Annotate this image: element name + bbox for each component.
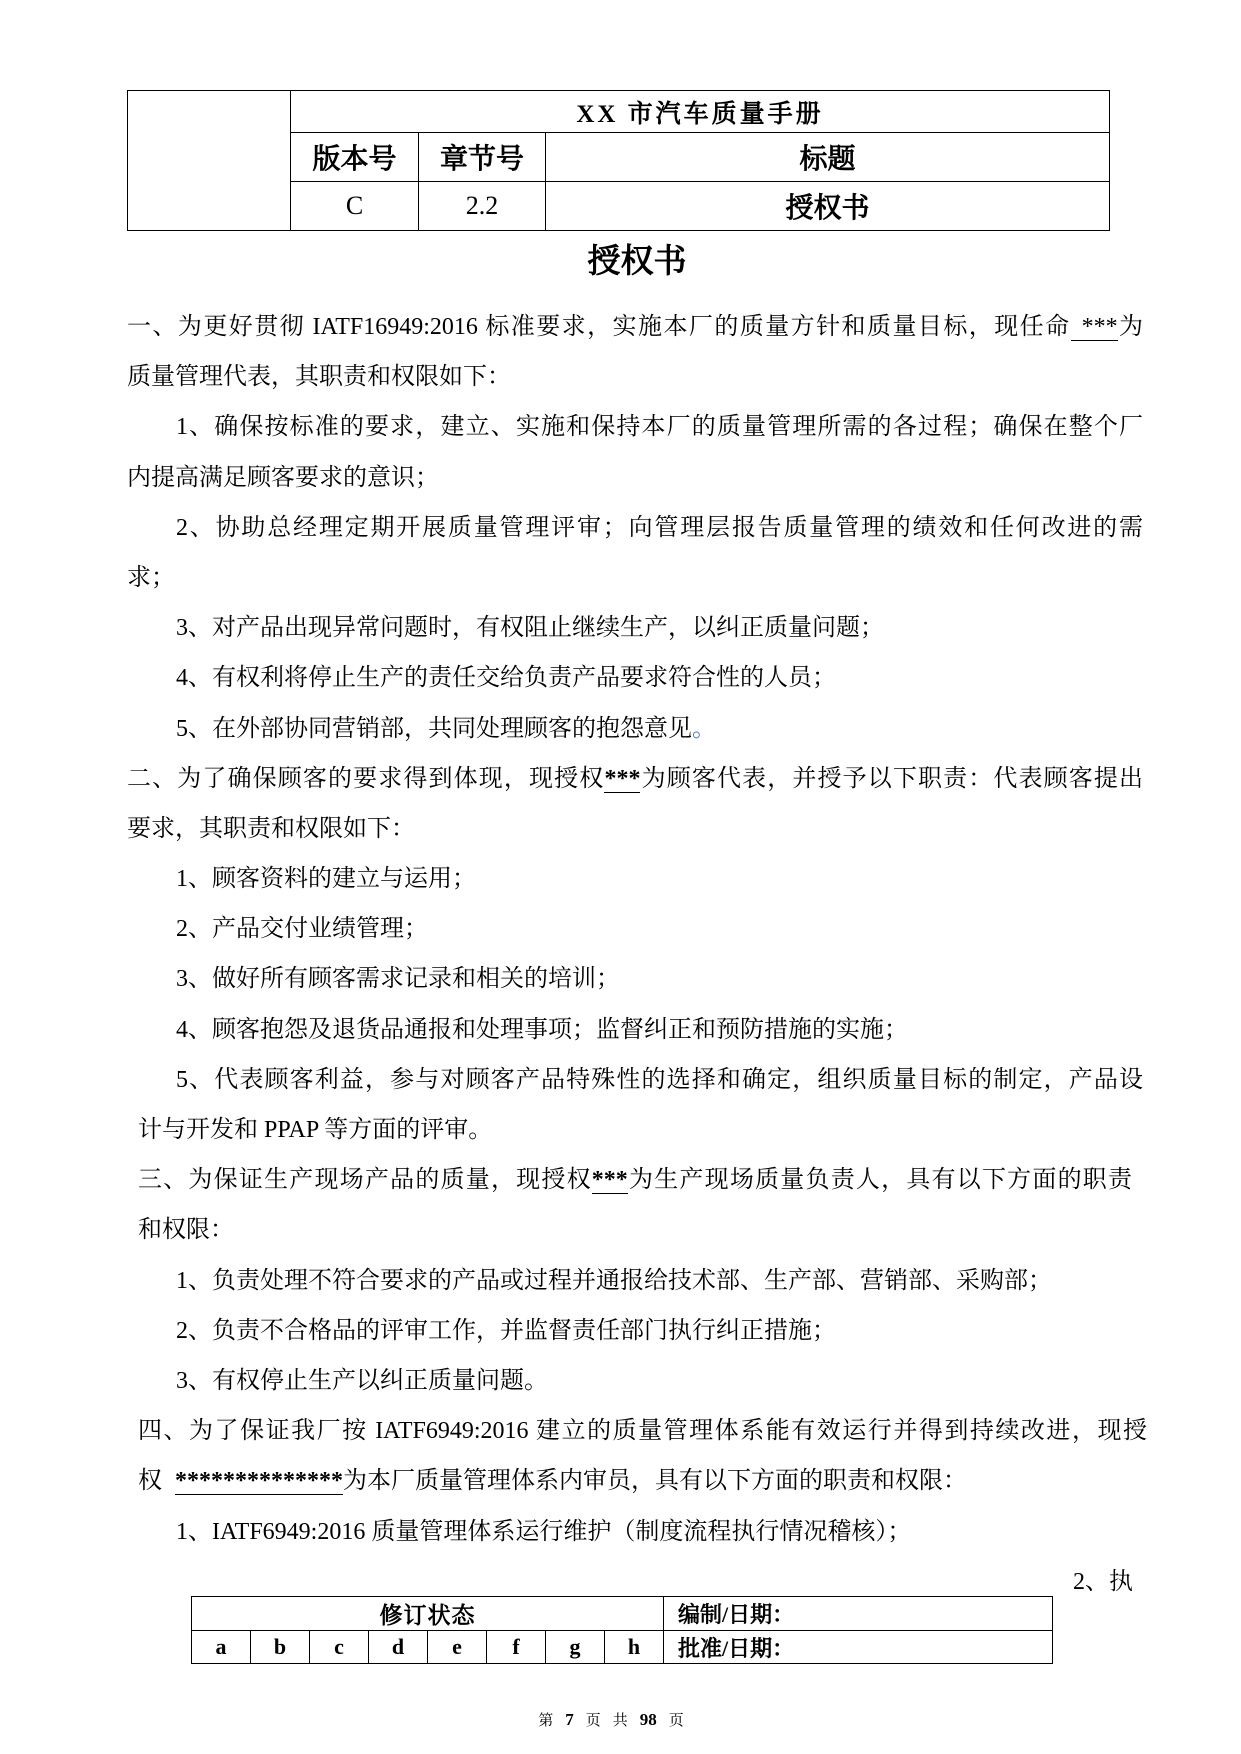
text: 质量管理代表，其职责和权限如下：	[127, 364, 511, 391]
revision-cell: b	[251, 1631, 310, 1664]
list-item	[176, 603, 1143, 653]
list-item	[176, 854, 1143, 904]
text: 为	[1117, 314, 1144, 340]
name-placeholder: ***	[591, 1167, 628, 1194]
list-item	[176, 1356, 1143, 1406]
text: 一、为更好贯彻 IATF16949:2016 标准要求，实施本厂的质量方针和质量目标，现任命	[127, 314, 1071, 340]
name-placeholder: **************	[175, 1468, 343, 1495]
text: 为本厂质量管理体系内审员，具有以下方面的职责和权限：	[343, 1468, 967, 1495]
list-item	[176, 1306, 1143, 1356]
list-item	[176, 1055, 1143, 1105]
list-item	[176, 653, 1143, 703]
text: 1、负责处理不符合要求的产品或过程并通报给技术部、生产部、营销部、采购部；	[176, 1267, 1052, 1294]
page-title: 授权书	[587, 244, 687, 280]
section-2-line	[127, 754, 1143, 804]
chapter-value: 2.2	[419, 182, 546, 231]
revision-table	[191, 1596, 1053, 1664]
footer-label: 页	[585, 1713, 601, 1729]
text: 权	[138, 1468, 162, 1495]
chapter-header: 章节号	[419, 133, 546, 182]
header-table	[127, 90, 1110, 231]
text: 二、为了确保顾客的要求得到体现，现授权	[127, 765, 605, 792]
name-placeholder: ***	[604, 765, 641, 792]
section-4-line	[138, 1406, 1147, 1456]
text: 1、顾客资料的建立与运用；	[176, 866, 476, 893]
list-item	[176, 1256, 1143, 1306]
footer-label: 第	[538, 1713, 554, 1729]
list-item	[176, 704, 1143, 754]
list-item-continuation	[138, 1105, 1147, 1155]
prepared-date-label: 编制/日期：	[664, 1597, 1053, 1631]
text: 2、负责不合格品的评审工作，并监督责任部门执行纠正措施；	[176, 1317, 836, 1344]
footer-label: 页	[668, 1713, 684, 1729]
text: 1、确保按标准的要求，建立、实施和保持本厂的质量管理所需的各过程；确保在整个厂	[176, 414, 1143, 441]
total-pages: 98	[639, 1710, 657, 1729]
version-value: C	[291, 182, 419, 231]
section-2-line	[127, 804, 1143, 854]
text: 3、有权停止生产以纠正质量问题。	[176, 1367, 548, 1394]
section-3-line	[138, 1205, 1147, 1255]
revision-cell: f	[487, 1631, 546, 1664]
text: 5、在外部协同营销部，共同处理顾客的抱怨意见	[176, 715, 692, 742]
list-item	[176, 1005, 1143, 1055]
title-value: 授权书	[546, 182, 1110, 231]
text: 要求，其职责和权限如下：	[127, 815, 415, 842]
text: 3、做好所有顾客需求记录和相关的培训；	[176, 966, 620, 993]
text: 4、有权利将停止生产的责任交给负责产品要求符合性的人员；	[176, 665, 836, 692]
text: 2、协助总经理定期开展质量管理评审；向管理层报告质量管理的绩效和任何改进的需	[176, 514, 1143, 541]
period-mark: 。	[692, 715, 716, 742]
name-placeholder: ***	[1071, 314, 1118, 341]
revision-cell: g	[546, 1631, 605, 1664]
list-item	[176, 954, 1143, 1004]
text: 和权限：	[138, 1217, 234, 1244]
text: 1、IATF6949:2016 质量管理体系运行维护（制度流程执行情况稽核）；	[176, 1518, 912, 1545]
text: 3、对产品出现异常问题时，有权阻止继续生产，以纠正质量问题；	[176, 615, 884, 642]
page-number: 7	[565, 1710, 574, 1729]
list-item	[176, 904, 1143, 954]
text: 求；	[127, 564, 175, 591]
manual-title: XX 市汽车质量手册	[291, 91, 1110, 133]
document-body	[0, 302, 1241, 1607]
text: 计与开发和 PPAP 等方面的评审。	[138, 1117, 493, 1143]
text: 为生产现场质量负责人，具有以下方面的职责	[627, 1167, 1133, 1194]
section-4-line	[138, 1456, 1147, 1506]
list-item	[176, 1507, 1143, 1557]
text: 2、执	[1073, 1568, 1133, 1595]
revision-cell: a	[192, 1631, 251, 1664]
revision-cell: e	[428, 1631, 487, 1664]
version-header: 版本号	[291, 133, 419, 182]
text: 三、为保证生产现场产品的质量，现授权	[138, 1167, 592, 1194]
text: 4、顾客抱怨及退货品通报和处理事项；监督纠正和预防措施的实施；	[176, 1016, 908, 1043]
revision-cell: h	[605, 1631, 664, 1664]
section-1-line	[127, 352, 1143, 402]
text: 内提高满足顾客要求的意识；	[127, 464, 439, 491]
section-1-line	[127, 302, 1143, 352]
list-item-continuation	[127, 553, 1143, 603]
text: 为顾客代表，并授予以下职责：代表顾客提出	[640, 765, 1144, 792]
revision-cell: d	[369, 1631, 428, 1664]
title-header: 标题	[546, 133, 1110, 182]
list-item	[176, 402, 1143, 452]
text: 2、产品交付业绩管理；	[176, 916, 428, 943]
page-footer	[0, 1708, 1222, 1732]
logo-cell	[128, 91, 291, 231]
revision-status-label: 修订状态	[192, 1597, 664, 1631]
list-item	[176, 503, 1143, 553]
section-3-line	[138, 1155, 1132, 1205]
list-item-continuation	[127, 453, 1143, 503]
text: 四、为了保证我厂按 IATF6949:2016 建立的质量管理体系能有效运行并得到持续改进，现授	[138, 1418, 1147, 1445]
revision-cell: c	[310, 1631, 369, 1664]
footer-label: 共	[612, 1713, 628, 1729]
approved-date-label: 批准/日期：	[664, 1631, 1053, 1664]
text: 5、代表顾客利益，参与对顾客产品特殊性的选择和确定，组织质量目标的制定，产品设	[176, 1066, 1143, 1093]
